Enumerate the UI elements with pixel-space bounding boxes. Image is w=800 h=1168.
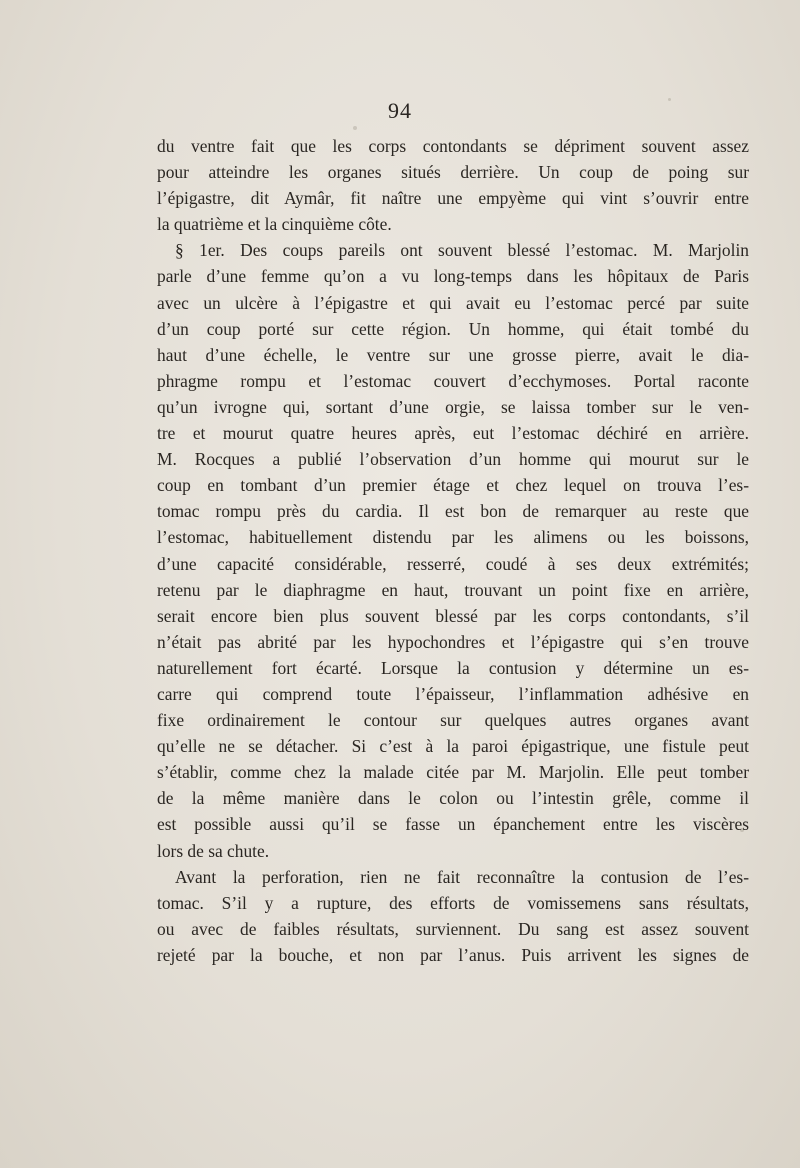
text-line: tre et mourut quatre heures après, eut l’estomac déchiré en arrière.	[157, 423, 749, 444]
text-line: s’établir, comme chez la malade citée par M. Marjolin. Elle peut tomber	[157, 762, 749, 783]
text-line: ou avec de faibles résultats, surviennent. Du sang est assez souvent	[157, 918, 749, 939]
text-line: coup en tombant d’un premier étage et chez lequel on trouva l’es-	[157, 475, 749, 496]
text-line: § 1er. Des coups pareils ont souvent blessé l’estomac. M. Marjolin	[175, 240, 749, 261]
text-line: Avant la perforation, rien ne fait reconnaître la contusion de l’es-	[175, 866, 749, 887]
page-number: 94	[388, 98, 412, 123]
text-line: de la même manière dans le colon ou l’intestin grêle, comme il	[157, 788, 749, 809]
text-line: d’un coup porté sur cette région. Un homme, qui était tombé du	[157, 318, 749, 339]
text-line: carre qui comprend toute l’épaisseur, l’inflammation adhésive en	[157, 683, 749, 704]
text-line: d’une capacité considérable, resserré, coudé à ses deux extrémités;	[157, 553, 749, 574]
text-line: l’estomac, habituellement distendu par les alimens ou les boissons,	[157, 527, 749, 548]
text-line: tomac. S’il y a rupture, des efforts de vomissemens sans résultats,	[157, 892, 749, 913]
text-line: la quatrième et la cinquième côte.	[157, 214, 392, 235]
text-line: qu’elle ne se détacher. Si c’est à la paroi épigastrique, une fistule peut	[157, 736, 749, 757]
text-line: pour atteindre les organes situés derrière. Un coup de poing sur	[157, 162, 749, 183]
text-line: est possible aussi qu’il se fasse un épanchement entre les viscères	[157, 814, 749, 835]
text-line: l’épigastre, dit Aymâr, fit naître une empyème qui vint s’ouvrir entre	[157, 188, 749, 209]
text-line: du ventre fait que les corps contondants se dépriment souvent assez	[157, 136, 749, 156]
text-line: retenu par le diaphragme en haut, trouvant un point fixe en arrière,	[157, 579, 749, 600]
text-line: lors de sa chute.	[157, 840, 270, 861]
text-line: serait encore bien plus souvent blessé par les corps contondants, s’il	[157, 605, 749, 626]
text-line: rejeté par la bouche, et non par l’anus. Puis arrivent les signes de	[157, 944, 749, 965]
text-line: avec un ulcère à l’épigastre et qui avait eu l’estomac percé par suite	[157, 292, 749, 313]
text-line: M. Rocques a publié l’observation d’un homme qui mourut sur le	[157, 449, 749, 470]
text-line: tomac rompu près du cardia. Il est bon de remarquer au reste que	[157, 501, 749, 522]
text-line: haut d’une échelle, le ventre sur une grosse pierre, avait le dia-	[157, 344, 749, 365]
body-text	[157, 133, 749, 968]
text-line: n’était pas abrité par les hypochondres et l’épigastre qui s’en trouve	[157, 631, 749, 652]
text-line: fixe ordinairement le contour sur quelques autres organes avant	[157, 710, 749, 731]
ink-spot	[353, 126, 357, 130]
text-line: parle d’une femme qu’on a vu long-temps dans les hôpitaux de Paris	[157, 266, 749, 287]
text-line: qu’un ivrogne qui, sortant d’une orgie, se laissa tomber sur le ven-	[157, 396, 749, 417]
text-line: phragme rompu et l’estomac couvert d’ecchymoses. Portal raconte	[157, 370, 749, 391]
text-line: naturellement fort écarté. Lorsque la contusion y détermine un es-	[157, 657, 749, 678]
